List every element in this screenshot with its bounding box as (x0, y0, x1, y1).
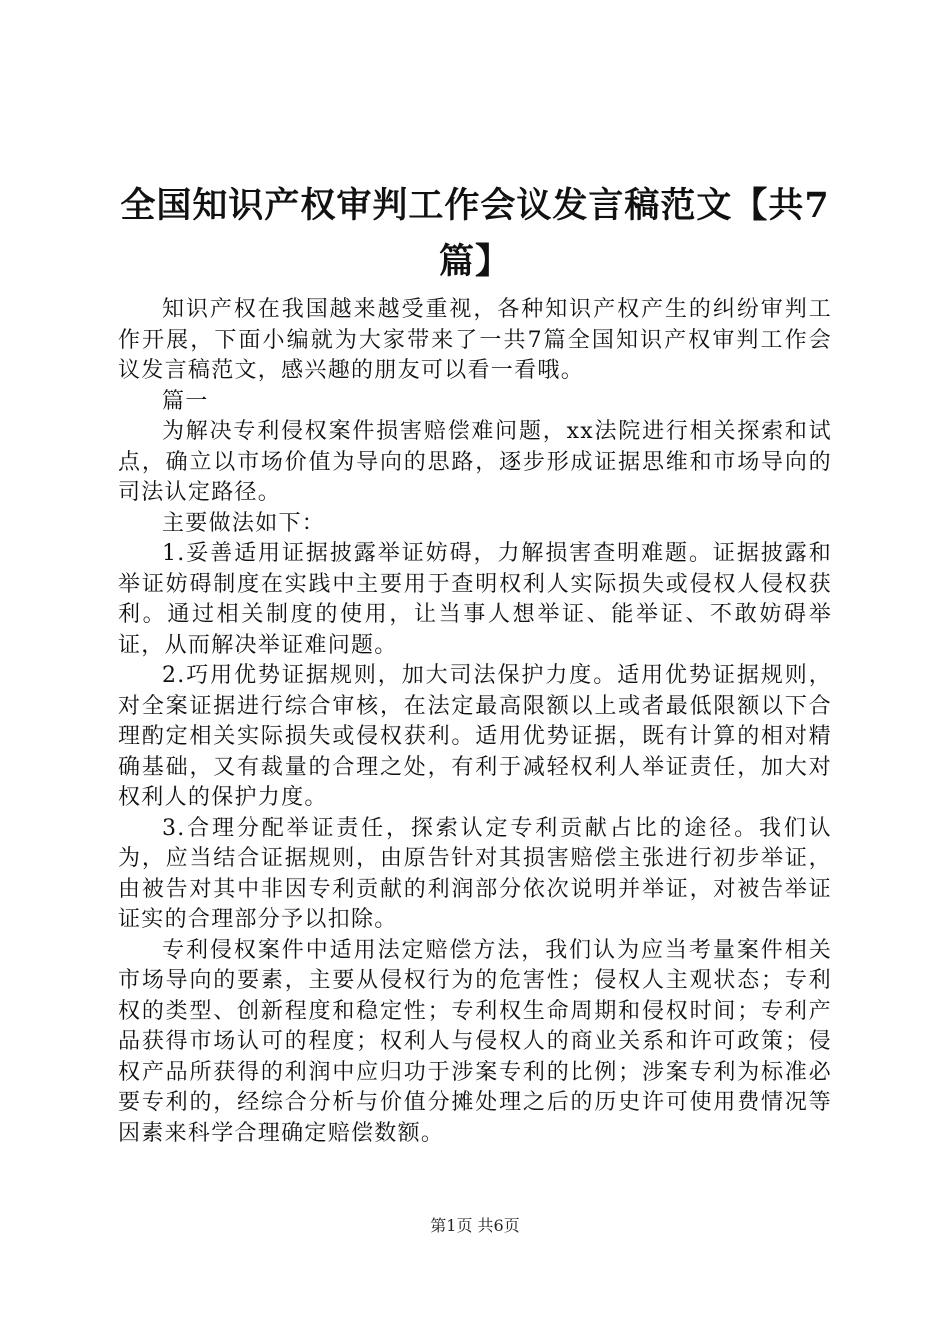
page-footer: 第1页 共6页 (430, 1216, 520, 1235)
body-paragraph: 专利侵权案件中适用法定赔偿方法，我们认为应当考量案件相关市场导向的要素，主要从侵权行为的危害性；侵权人主观状态；专利权的类型、创新程度和稳定性；专利权生命周期和侵权时间；专利产品获得市场认可的程度；权利人与侵权人的商业关系和许可政策；侵权产品所获得的利润中应归功于涉案专利的比例；涉案专利为标准必要专利的，经综合分析与价值分摊处理之后的历史许可使用费情况等因素来科学合理确定赔偿数额。 (118, 937, 832, 1146)
list-item-paragraph: 2.巧用优势证据规则，加大司法保护力度。适用优势证据规则，对全案证据进行综合审核，在法定最高限额以上或者最低限额以下合理酌定相关实际损失或侵权获利。适用优势证据，既有计算的相对精确基础，又有裁量的合理之处，有利于减轻权利人举证责任，加大对权利人的保护力度。 (118, 663, 832, 810)
list-item-paragraph: 3.合理分配举证责任，探索认定专利贡献占比的途径。我们认为，应当结合证据规则，由原告针对其损害赔偿主张进行初步举证，由被告对其中非因专利贡献的利润部分依次说明并举证，对被告举证证实的合理部分予以扣除。 (118, 815, 832, 932)
intro-paragraph: 知识产权在我国越来越受重视，各种知识产权产生的纠纷审判工作开展，下面小编就为大家带来了一共7篇全国知识产权审判工作会议发言稿范文，感兴趣的朋友可以看一看哦。 (118, 297, 832, 383)
document-title: 全国知识产权审判工作会议发言稿范文【共7篇】 (120, 185, 830, 282)
body-paragraph: 为解决专利侵权案件损害赔偿难问题，xx法院进行相关探索和试点，确立以市场价值为导向的思路，逐步形成证据思维和市场导向的司法认定路径。 (118, 419, 832, 505)
list-item-paragraph: 1.妥善适用证据披露举证妨碍，力解损害查明难题。证据披露和举证妨碍制度在实践中主要用于查明权利人实际损失或侵权人侵权获利。通过相关制度的使用，让当事人想举证、能举证、不敢妨碍举证，从而解决举证难问题。 (118, 541, 832, 658)
section-heading: 篇一 (162, 388, 209, 414)
body-paragraph: 主要做法如下： (162, 510, 326, 536)
document-body (118, 295, 832, 1149)
